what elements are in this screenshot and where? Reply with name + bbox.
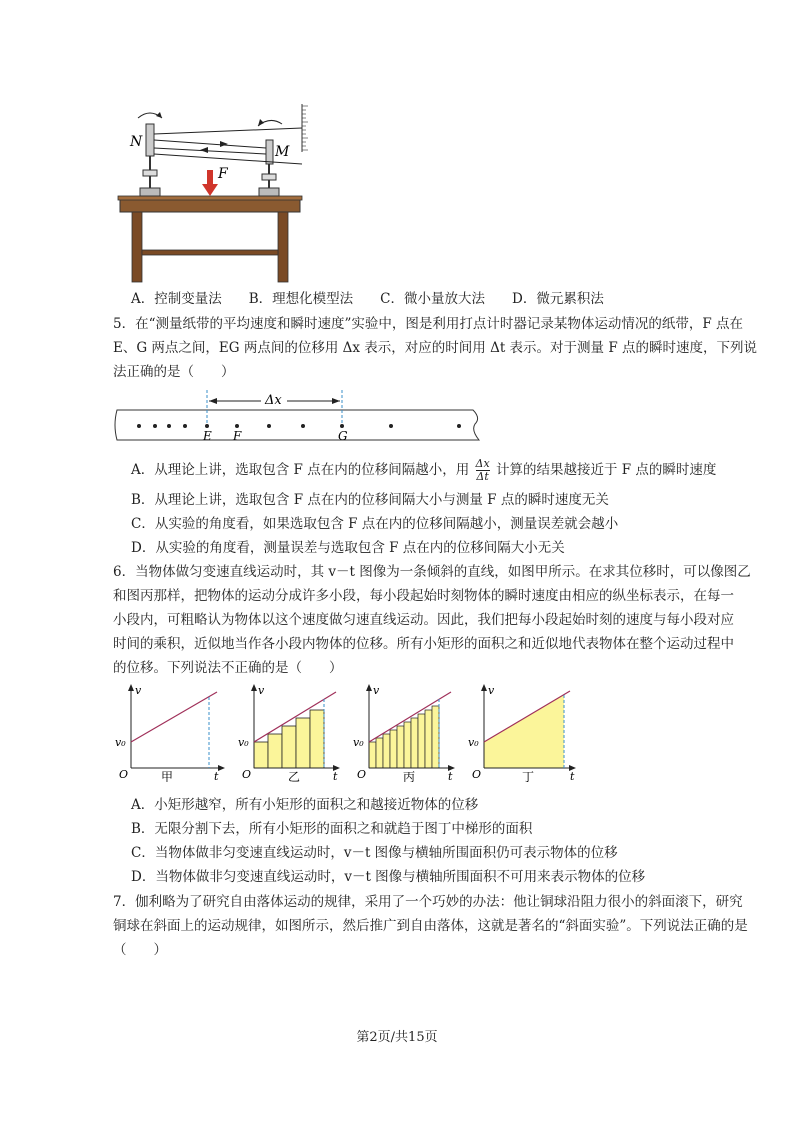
q5-option-c: C．从实验的角度看，如果选取包含 F 点在内的位移间隔越小，测量误差就会越小 (131, 516, 619, 532)
q6-line1: 6．当物体做匀变速直线运动时，其 v－t 图像为一条倾斜的直线，如图甲所示。在求其位移时，可以像图乙 (113, 564, 751, 580)
q5-fraction-num: Δx (475, 457, 490, 470)
tape-G-label: G (338, 429, 348, 443)
q5-line1: 5．在“测量纸带的平均速度和瞬时速度”实验中，图是利用打点计时器记录某物体运动情况的纸带，F 点在 (113, 316, 744, 332)
q5-line3: 法正确的是（ ） (113, 364, 235, 380)
q6-line5: 的位移。下列说法不正确的是（ ） (113, 660, 343, 676)
paper-tape-figure (113, 390, 485, 444)
graph-t-label: t (448, 770, 453, 782)
graph-O-label: O (119, 768, 129, 781)
label-M: M (275, 144, 290, 160)
q6-line4: 时间的乘积，近似地当作各小段内物体的位移。所有小矩形的面积之和近似地代表物体在整个运动过程中 (113, 636, 734, 652)
graph-O-label: O (242, 768, 252, 781)
graph-caption: 丁 (522, 770, 535, 782)
q7-line1: 7．伽利略为了研究自由落体运动的规律，采用了一个巧妙的办法：他让铜球沿阻力很小的斜面滚下，研究 (113, 894, 743, 910)
vt-graph-ding (458, 682, 582, 782)
graph-t-label: t (570, 770, 575, 782)
q7-line2: 铜球在斜面上的运动规律，如图所示，然后推广到自由落体，这就是著名的“斜面实验”。下列说法正确的是 (113, 918, 748, 934)
graph-O-label: O (357, 768, 367, 781)
q5-option-a-post: 计算的结果越接近于 F 点的瞬时速度 (495, 462, 717, 478)
q6-option-b: B．无限分割下去，所有小矩形的面积之和就趋于图丁中梯形的面积 (131, 821, 533, 837)
q7-line3: （ ） (113, 942, 167, 958)
page-footer: 第2页/共15页 (356, 1030, 438, 1045)
q5-option-a-pre: A．从理论上讲，选取包含 F 点在内的位移间隔越小，用 (131, 462, 470, 478)
graph-caption: 甲 (161, 770, 174, 782)
tape-F-label: F (233, 429, 242, 443)
graph-t-label: t (214, 770, 219, 782)
graph-v-label: v (135, 684, 142, 697)
mirror-table-figure (110, 100, 330, 286)
graph-v-label: v (488, 684, 495, 697)
tape-E-label: E (203, 429, 212, 443)
q6-option-a: A．小矩形越窄，所有小矩形的面积之和越接近物体的位移 (131, 797, 479, 813)
label-F: F (218, 166, 228, 182)
q6-line2: 和图丙那样，把物体的运动分成许多小段，每小段起始时刻物体的瞬时速度由相应的纵坐标表示，在每一 (113, 588, 734, 604)
vt-graph-bing (343, 682, 459, 782)
q5-fraction (476, 458, 490, 483)
graph-v-label: v (258, 684, 265, 697)
q4-options: A．控制变量法 B．理想化模型法 C．微小量放大法 D．微元累积法 (131, 291, 604, 307)
q6-option-c: C．当物体做非匀变速直线运动时，v－t 图像与横轴所围面积仍可表示物体的位移 (131, 845, 618, 861)
label-N: N (130, 134, 143, 150)
graph-v0-label: v₀ (238, 736, 249, 749)
q5-line2: E、G 两点之间，EG 两点间的位移用 Δx 表示，对应的时间用 Δt 表示。对于测量 F 点的瞬时速度，下列说 (113, 340, 758, 356)
graph-v0-label: v₀ (468, 736, 479, 749)
graph-v-label: v (373, 684, 380, 697)
graph-v0-label: v₀ (115, 736, 126, 749)
q6-option-d: D．当物体做非匀变速直线运动时，v－t 图像与横轴所围面积不可用来表示物体的位移 (131, 869, 646, 885)
graph-t-label: t (333, 770, 338, 782)
graph-v0-label: v₀ (353, 736, 364, 749)
vt-graph-yi (228, 682, 344, 782)
q6-line3: 小段内，可粗略认为物体以这个速度做匀速直线运动。因此，我们把每小段起始时刻的速度与每小段对应 (113, 612, 734, 628)
graph-caption: 乙 (288, 770, 301, 782)
q5-option-b: B．从理论上讲，选取包含 F 点在内的位移间隔大小与测量 F 点的瞬时速度无关 (131, 492, 609, 508)
graph-O-label: O (472, 768, 482, 781)
vt-graph-jia (113, 682, 229, 782)
q5-fraction-den: Δt (476, 470, 489, 483)
q5-option-d: D．从实验的角度看，测量误差与选取包含 F 点在内的位移间隔大小无关 (131, 540, 565, 556)
q5-option-a (131, 458, 716, 483)
tape-dx-label: Δx (265, 393, 282, 408)
graph-caption: 丙 (403, 770, 416, 782)
